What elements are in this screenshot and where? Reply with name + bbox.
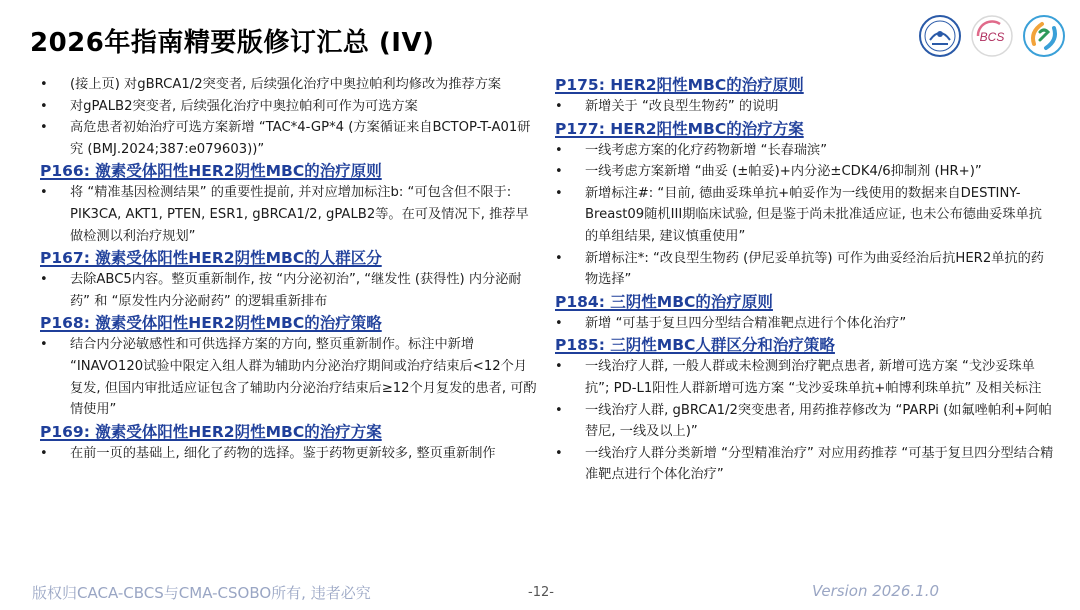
section-bullet-list <box>555 313 1055 335</box>
header-logos <box>918 14 1066 58</box>
bcs-logo-icon <box>970 14 1014 58</box>
bullet-text: 一线治疗人群, gBRCA1/2突变患者, 用药推荐修改为 “PARPi (如氟唑帕利+阿帕替尼, 一线及以上)” <box>585 402 1052 440</box>
section-heading-p168: P168: 激素受体阳性HER2阴性MBC的治疗策略 <box>40 314 382 333</box>
right-column <box>555 74 1055 486</box>
section-heading-p177: P177: HER2阳性MBC的治疗方案 <box>555 119 804 138</box>
section-bullet-list <box>40 334 540 420</box>
section-heading-p185: P185: 三阴性MBC人群区分和治疗策略 <box>555 336 835 355</box>
section-heading-p175: P175: HER2阳性MBC的治疗原则 <box>555 76 804 94</box>
bullet-text: 对gPALB2突变者, 后续强化治疗中奥拉帕利可作为可选方案 <box>70 98 418 114</box>
intro-bullet-list <box>40 74 540 160</box>
list-item: • 新增标注#: “目前, 德曲妥珠单抗+帕妥作为一线使用的数据来自DESTINY-Breast09随机III期临床试验, 但是鉴于尚未批准适应证, 也未公布德曲妥珠单抗的单组结果, 建议慎重使用” <box>555 185 1042 244</box>
list-item: • 将 “精准基因检测结果” 的重要性提前, 并对应增加标注b: “可包含但不限于: PIK3CA, AKT1, PTEN, ESR1, gBRCA1/2, gPALB2等。在可及情况下, 推荐早做检测以利治疗规划” <box>40 185 529 244</box>
list-item: • 一线治疗人群分类新增 “分型精准治疗” 对应用药推荐 “可基于复旦四分型结合精准靶点进行个体化治疗” <box>555 445 1054 483</box>
list-item: • 新增关于 “改良型生物药” 的说明 <box>555 99 779 114</box>
left-column <box>40 74 540 464</box>
bullet-text: 结合内分泌敏感性和可供选择方案的方向, 整页重新制作。标注中新增 “INAVO120试验中限定入组人群为辅助内分泌治疗期间或治疗结束后<12个月复发, 但国内审批适应证包含了辅助内分泌治疗结束后≥12个月复发的患者, 可酌情使用” <box>70 337 537 418</box>
bullet-text: 新增 “可基于复旦四分型结合精准靶点进行个体化治疗” <box>585 315 907 331</box>
section-bullet-list <box>555 96 1055 118</box>
bullet-text: 新增标注#: “目前, 德曲妥珠单抗+帕妥作为一线使用的数据来自DESTINY-Breast09随机III期临床试验, 但是鉴于尚未批准适应证, 也未公布德曲妥珠单抗的单组结果, 建议慎重使用” <box>585 185 1042 244</box>
csobo-logo-icon <box>1022 14 1066 58</box>
bullet-text: 一线考虑方案新增 “曲妥 (±帕妥)+内分泌±CDK4/6抑制剂 (HR+)” <box>585 164 982 180</box>
page-title: 2026年指南精要版修订汇总 (IV) <box>30 28 435 58</box>
bullet-text: 一线治疗人群分类新增 “分型精准治疗” 对应用药推荐 “可基于复旦四分型结合精准靶点进行个体化治疗” <box>585 445 1054 483</box>
section-heading-p166: P166: 激素受体阳性HER2阴性MBC的治疗原则 <box>40 162 382 181</box>
section-bullet-list <box>40 182 540 247</box>
bullet-text: 一线治疗人群, 一般人群或未检测到治疗靶点患者, 新增可选方案 “戈沙妥珠单抗”; PD-L1阳性人群新增可选方案 “戈沙妥珠单抗+帕博利珠单抗” 及相关标注 <box>585 359 1042 396</box>
bullet-text: 一线考虑方案的化疗药物新增 “长春瑞滨” <box>585 142 828 158</box>
bullet-text: (接上页) 对gBRCA1/2突变者, 后续强化治疗中奥拉帕利均修改为推荐方案 <box>70 77 502 92</box>
list-item: • 一线治疗人群, gBRCA1/2突变患者, 用药推荐修改为 “PARPi (如氟唑帕利+阿帕替尼, 一线及以上)” <box>555 402 1052 440</box>
list-item: • 高危患者初始治疗可选方案新增 “TAC*4-GP*4 (方案循证来自BCTOP-T-A01研究 (BMJ.2024;387:e079603))” <box>40 120 531 157</box>
bullet-text: 新增标注*: “改良型生物药 (伊尼妥单抗等) 可作为曲妥经治后抗HER2单抗的药物选择” <box>585 250 1044 288</box>
section-heading-p167: P167: 激素受体阳性HER2阴性MBC的人群区分 <box>40 249 382 268</box>
bullet-text: 将 “精准基因检测结果” 的重要性提前, 并对应增加标注b: “可包含但不限于: PIK3CA, AKT1, PTEN, ESR1, gBRCA1/2, gPALB2等。在可及情况下, 推荐早做检测以利治疗规划” <box>70 185 529 244</box>
list-item: • (接上页) 对gBRCA1/2突变者, 后续强化治疗中奥拉帕利均修改为推荐方案 <box>40 77 502 92</box>
section-heading-p184: P184: 三阴性MBC的治疗原则 <box>555 292 773 311</box>
bullet-text: 在前一页的基础上, 细化了药物的选择。鉴于药物更新较多, 整页重新制作 <box>70 445 496 461</box>
bullet-text: 去除ABC5内容。整页重新制作, 按 “内分泌初治”, “继发性 (获得性) 内分泌耐药” 和 “原发性内分泌耐药” 的逻辑重新排布 <box>70 272 522 309</box>
list-item: • 新增标注*: “改良型生物药 (伊尼妥单抗等) 可作为曲妥经治后抗HER2单抗的药物选择” <box>555 250 1044 288</box>
bullet-text: 高危患者初始治疗可选方案新增 “TAC*4-GP*4 (方案循证来自BCTOP-T-A01研究 (BMJ.2024;387:e079603))” <box>70 120 531 157</box>
section-bullet-list <box>555 140 1055 291</box>
list-item: • 在前一页的基础上, 细化了药物的选择。鉴于药物更新较多, 整页重新制作 <box>40 445 496 461</box>
footer-copyright: 版权归CACA-CBCS与CMA-CSOBO所有, 违者必究 <box>32 584 371 602</box>
section-bullet-list <box>40 269 540 312</box>
list-item: • 结合内分泌敏感性和可供选择方案的方向, 整页重新制作。标注中新增 “INAVO120试验中限定入组人群为辅助内分泌治疗期间或治疗结束后<12个月复发, 但国内审批适应证包含了辅助内分泌治疗结束后≥12个月复发的患者, 可酌情使用” <box>40 337 537 418</box>
section-bullet-list <box>555 356 1055 486</box>
list-item: • 对gPALB2突变者, 后续强化治疗中奥拉帕利可作为可选方案 <box>40 98 418 114</box>
list-item: • 一线治疗人群, 一般人群或未检测到治疗靶点患者, 新增可选方案 “戈沙妥珠单抗”; PD-L1阳性人群新增可选方案 “戈沙妥珠单抗+帕博利珠单抗” 及相关标注 <box>555 359 1042 396</box>
bcs-logo-text: BCS <box>979 30 1005 44</box>
page-number: -12- <box>528 585 554 600</box>
bullet-text: 新增关于 “改良型生物药” 的说明 <box>585 99 779 114</box>
list-item: • 一线考虑方案的化疗药物新增 “长春瑞滨” <box>555 142 828 158</box>
list-item: • 一线考虑方案新增 “曲妥 (±帕妥)+内分泌±CDK4/6抑制剂 (HR+)” <box>555 164 982 180</box>
section-heading-p169: P169: 激素受体阳性HER2阴性MBC的治疗方案 <box>40 422 382 441</box>
list-item: • 去除ABC5内容。整页重新制作, 按 “内分泌初治”, “继发性 (获得性) 内分泌耐药” 和 “原发性内分泌耐药” 的逻辑重新排布 <box>40 272 522 309</box>
list-item: • 新增 “可基于复旦四分型结合精准靶点进行个体化治疗” <box>555 315 907 331</box>
caca-logo-icon <box>918 14 962 58</box>
section-bullet-list <box>40 443 540 465</box>
version-label: Version 2026.1.0 <box>812 582 940 600</box>
